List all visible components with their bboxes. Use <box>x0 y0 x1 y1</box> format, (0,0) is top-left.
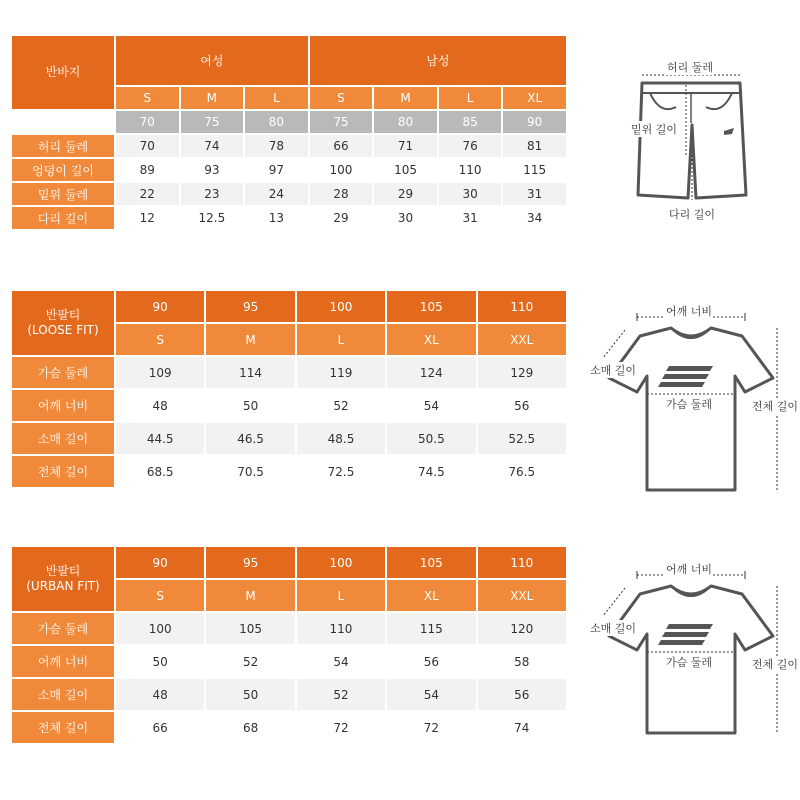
value-cell: 72.5 <box>297 456 385 487</box>
value-cell: 109 <box>116 357 204 388</box>
row-label: 어깨 너비 <box>12 390 114 421</box>
row-label: 다리 길이 <box>12 207 114 229</box>
value-cell: 46.5 <box>206 423 294 454</box>
value-cell: 12 <box>116 207 179 229</box>
value-cell: 100 <box>116 613 204 644</box>
number-size-cell: 110 <box>478 547 566 578</box>
chest-label: 가슴 둘레 <box>666 656 713 669</box>
value-cell: 70.5 <box>206 456 294 487</box>
size-cell: S <box>116 87 179 109</box>
value-cell: 58 <box>478 646 566 677</box>
number-size-cell: 110 <box>478 291 566 322</box>
value-cell: 13 <box>245 207 308 229</box>
value-cell: 29 <box>374 183 437 205</box>
value-cell: 34 <box>503 207 566 229</box>
value-cell: 54 <box>387 390 475 421</box>
value-cell: 30 <box>374 207 437 229</box>
value-cell: 54 <box>297 646 385 677</box>
row-label: 가슴 둘레 <box>12 613 114 644</box>
value-cell: 23 <box>181 183 244 205</box>
size-cell: L <box>297 580 385 611</box>
rise-label: 밑위 길이 <box>631 123 678 136</box>
value-cell: 124 <box>387 357 475 388</box>
table-row <box>12 613 566 644</box>
value-cell: 76 <box>439 135 502 157</box>
number-size-cell: 100 <box>297 291 385 322</box>
shorts-diagram <box>600 55 800 235</box>
shorts-size-table <box>10 34 568 231</box>
number-size-cell: 105 <box>387 291 475 322</box>
value-cell: 100 <box>310 159 373 181</box>
value-cell: 72 <box>387 712 475 743</box>
shoulder-label: 어깨 너비 <box>666 563 713 576</box>
sleeve-label: 소매 길이 <box>590 364 637 377</box>
table-row <box>12 679 566 710</box>
size-cell: M <box>206 324 294 355</box>
loose-subtitle-text: (LOOSE FIT) <box>27 323 99 337</box>
size-cell: M <box>181 87 244 109</box>
waist-size-cell: 75 <box>310 111 373 133</box>
number-size-cell: 105 <box>387 547 475 578</box>
size-cell: XL <box>387 580 475 611</box>
value-cell: 30 <box>439 183 502 205</box>
value-cell: 48 <box>116 679 204 710</box>
value-cell: 50 <box>206 390 294 421</box>
value-cell: 105 <box>206 613 294 644</box>
shoulder-label: 어깨 너비 <box>666 305 713 318</box>
table-row <box>12 135 566 157</box>
size-cell: XXL <box>478 324 566 355</box>
value-cell: 50 <box>116 646 204 677</box>
value-cell: 66 <box>116 712 204 743</box>
row-label: 전체 길이 <box>12 456 114 487</box>
value-cell: 81 <box>503 135 566 157</box>
value-cell: 52 <box>297 390 385 421</box>
shorts-title: 반바지 <box>12 36 114 109</box>
number-size-cell: 90 <box>116 547 204 578</box>
value-cell: 68 <box>206 712 294 743</box>
value-cell: 12.5 <box>181 207 244 229</box>
size-cell: XXL <box>478 580 566 611</box>
value-cell: 110 <box>297 613 385 644</box>
value-cell: 29 <box>310 207 373 229</box>
loose-title-text: 반팔티 <box>45 308 81 322</box>
total-length-label: 전체 길이 <box>752 658 799 671</box>
value-cell: 89 <box>116 159 179 181</box>
value-cell: 119 <box>297 357 385 388</box>
row-label: 밑위 둘레 <box>12 183 114 205</box>
table-row <box>12 159 566 181</box>
row-label: 전체 길이 <box>12 712 114 743</box>
row-label: 어깨 너비 <box>12 646 114 677</box>
leg-label: 다리 길이 <box>669 208 716 221</box>
value-cell: 31 <box>439 207 502 229</box>
table-row <box>12 456 566 487</box>
table-row <box>12 183 566 205</box>
sleeve-label: 소매 길이 <box>590 622 637 635</box>
value-cell: 48 <box>116 390 204 421</box>
size-cell: L <box>297 324 385 355</box>
loose-fit-diagram <box>585 300 800 500</box>
urban-subtitle-text: (URBAN FIT) <box>26 579 100 593</box>
value-cell: 52 <box>297 679 385 710</box>
table-row <box>12 357 566 388</box>
table-row <box>12 712 566 743</box>
value-cell: 44.5 <box>116 423 204 454</box>
value-cell: 48.5 <box>297 423 385 454</box>
value-cell: 56 <box>478 390 566 421</box>
table-row <box>12 646 566 677</box>
value-cell: 66 <box>310 135 373 157</box>
value-cell: 56 <box>478 679 566 710</box>
waist-size-cell: 75 <box>181 111 244 133</box>
value-cell: 129 <box>478 357 566 388</box>
table-row <box>12 423 566 454</box>
loose-fit-size-table <box>10 289 568 489</box>
value-cell: 105 <box>374 159 437 181</box>
value-cell: 114 <box>206 357 294 388</box>
size-cell: L <box>439 87 502 109</box>
value-cell: 71 <box>374 135 437 157</box>
size-cell: M <box>374 87 437 109</box>
size-cell: XL <box>387 324 475 355</box>
value-cell: 72 <box>297 712 385 743</box>
value-cell: 110 <box>439 159 502 181</box>
size-cell: S <box>116 324 204 355</box>
waist-label: 허리 둘레 <box>667 61 714 74</box>
value-cell: 70 <box>116 135 179 157</box>
waist-size-cell: 80 <box>245 111 308 133</box>
shorts-waist-size-row <box>12 111 566 133</box>
row-label: 소매 길이 <box>12 679 114 710</box>
waist-size-cell: 70 <box>116 111 179 133</box>
value-cell: 54 <box>387 679 475 710</box>
value-cell: 76.5 <box>478 456 566 487</box>
number-size-cell: 95 <box>206 291 294 322</box>
value-cell: 28 <box>310 183 373 205</box>
value-cell: 50 <box>206 679 294 710</box>
value-cell: 120 <box>478 613 566 644</box>
value-cell: 93 <box>181 159 244 181</box>
value-cell: 97 <box>245 159 308 181</box>
number-size-cell: 95 <box>206 547 294 578</box>
value-cell: 115 <box>387 613 475 644</box>
value-cell: 74 <box>478 712 566 743</box>
loose-fit-title <box>12 291 114 355</box>
row-label: 허리 둘레 <box>12 135 114 157</box>
value-cell: 74 <box>181 135 244 157</box>
value-cell: 68.5 <box>116 456 204 487</box>
waist-size-cell: 85 <box>439 111 502 133</box>
table-row <box>12 390 566 421</box>
row-label: 소매 길이 <box>12 423 114 454</box>
size-cell: L <box>245 87 308 109</box>
value-cell: 52.5 <box>478 423 566 454</box>
waist-size-cell: 90 <box>503 111 566 133</box>
row-label: 엉덩이 길이 <box>12 159 114 181</box>
value-cell: 52 <box>206 646 294 677</box>
size-cell: S <box>310 87 373 109</box>
value-cell: 74.5 <box>387 456 475 487</box>
size-cell: XL <box>503 87 566 109</box>
size-cell: M <box>206 580 294 611</box>
urban-fit-diagram <box>585 558 800 758</box>
number-size-cell: 90 <box>116 291 204 322</box>
urban-fit-size-table <box>10 545 568 745</box>
total-length-label: 전체 길이 <box>752 400 799 413</box>
size-cell: S <box>116 580 204 611</box>
men-header: 남성 <box>310 36 566 85</box>
value-cell: 50.5 <box>387 423 475 454</box>
waist-size-cell: 80 <box>374 111 437 133</box>
women-header: 여성 <box>116 36 308 85</box>
table-row <box>12 207 566 229</box>
value-cell: 24 <box>245 183 308 205</box>
number-size-cell: 100 <box>297 547 385 578</box>
chest-label: 가슴 둘레 <box>666 398 713 411</box>
urban-title-text: 반팔티 <box>45 564 81 578</box>
value-cell: 31 <box>503 183 566 205</box>
value-cell: 115 <box>503 159 566 181</box>
value-cell: 56 <box>387 646 475 677</box>
value-cell: 22 <box>116 183 179 205</box>
value-cell: 78 <box>245 135 308 157</box>
row-label: 가슴 둘레 <box>12 357 114 388</box>
urban-fit-title <box>12 547 114 611</box>
